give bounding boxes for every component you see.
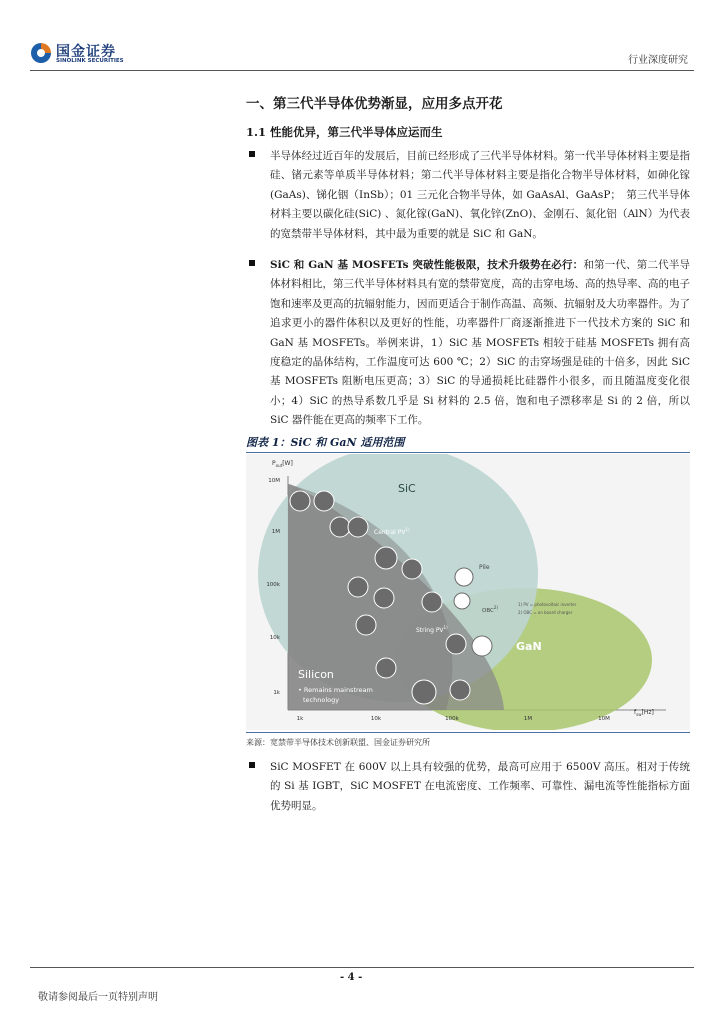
pile-label: Pile <box>479 564 490 571</box>
subsection-title: 1.1 性能优异，第三代半导体应运而生 <box>246 125 443 139</box>
silicon-label: Silicon <box>298 668 334 681</box>
silicon-note-1: • Remains mainstream <box>298 686 373 694</box>
obc-label: OBC$^{2)}$ <box>482 605 498 614</box>
power-grid-icon <box>314 491 334 511</box>
silicon-note-2: technology <box>303 696 340 704</box>
server-icon <box>446 634 466 654</box>
bullet-paragraph-1 <box>246 147 690 244</box>
footer-divider <box>30 967 694 968</box>
y-axis-title: $P_{out}[W]$ <box>272 460 293 468</box>
x-tick-label: 1k <box>296 716 304 722</box>
bullet-square-icon <box>249 260 255 266</box>
logo-text-en: SINOLINK SECURITIES <box>56 58 124 64</box>
y-tick-label: 1M <box>271 529 280 535</box>
obc-charger-icon <box>454 593 470 609</box>
figure-top-rule <box>246 452 690 453</box>
sic-label: SiC <box>398 482 416 495</box>
string-pv-label: String PV$^{1)}$ <box>416 625 448 634</box>
string-pv-icon <box>422 592 442 612</box>
x-tick-label: 10k <box>370 716 382 722</box>
footer-disclaimer: 敬请参阅最后一页特别声明 <box>38 992 158 1003</box>
bullet-text: SiC MOSFET 在 600V 以上具有较强的优势，最高可应用于 6500V 高压。相对于传统的 Si 基 IGBT，SiC MOSFET 在电流密度、工作频率、可靠性、漏电流等性能指标方面优势明显。 <box>270 761 690 812</box>
header-divider <box>30 70 694 71</box>
x-tick-label: 100k <box>445 716 459 722</box>
wind-turbine-icon <box>348 517 368 537</box>
pile-charger-icon <box>455 568 473 586</box>
sic-gan-application-chart <box>246 454 690 730</box>
y-tick-label: 1k <box>273 690 280 696</box>
figure-bottom-rule <box>246 732 690 733</box>
section-title: 一、第三代半导体优势渐显，应用多点开花 <box>246 96 503 112</box>
bullet-text <box>270 256 690 431</box>
fan-icon <box>412 680 436 704</box>
appliance-icon <box>376 658 396 678</box>
report-category: 行业深度研究 <box>628 55 688 66</box>
logo <box>30 42 140 68</box>
logo-mark-icon <box>30 42 52 64</box>
x-tick-label: 1M <box>523 716 533 722</box>
y-tick-label: 100k <box>266 582 280 588</box>
x-axis-title: $f_{sw}[Hz]$ <box>634 709 654 717</box>
footnote-obc: 2) OBC = on board charger <box>518 610 573 615</box>
bullet-paragraph-3 <box>246 758 690 816</box>
motor-drive-icon <box>348 577 368 597</box>
logo-text-cn: 国金证券 <box>56 44 116 60</box>
rack-icon <box>472 636 492 656</box>
footnote-pv: 1) PV = photovoltaic inverter <box>518 602 577 607</box>
robot-arm-icon <box>356 615 376 635</box>
bullet-square-icon <box>249 151 255 157</box>
y-tick-label: 10k <box>269 635 280 641</box>
x-tick-label: 10M <box>598 716 610 722</box>
figure-title: 图表 1：SiC 和 GaN 适用范围 <box>246 436 405 449</box>
bullet-body: 和第一代、第二代半导体材料相比，第三代半导体材料具有宽的禁带宽度，高的击穿电场、高的热导率、高的电子饱和速率及更高的抗辐射能力，因而更适合于制作高温、高频、抗辐射及大功率器件。为了追求更小的器件体积以及更好的性能，功率器件厂商逐渐推进下一代技术方案的 SiC 和 GaN 基 MOSFETs。举例来讲，1）SiC 基 MOSFETs 相较于硅基 MOSFETs 拥有高度稳定的晶体结构，工作温度可达 600 ℃；2）SiC 的击穿场强是硅的十倍多，因此 SiC 基 MOSFETs 阻断电压更高；3）SiC 的导通损耗比硅器件小很多，而且随温度变化很小；4）SiC 的热导系数几乎是 Si 材料的 2.5 倍，饱和电子漂移率是 Si 的 2 倍，所以 SiC 器件能在更高的频率下工作。 <box>270 259 691 427</box>
central-pv-label: Central PV$^{1)}$ <box>374 527 410 536</box>
central-pv-icon <box>375 547 397 569</box>
bullet-paragraph-2 <box>246 256 690 431</box>
high-speed-train-icon <box>330 517 350 537</box>
gan-label: GaN <box>516 640 542 653</box>
train-icon <box>290 491 310 511</box>
bullet-lead: SiC 和 GaN 基 MOSFETs 突破性能极限，技术升级势在必行： <box>270 259 584 271</box>
truck-icon <box>374 588 394 608</box>
figure-source: 来源：宽禁带半导体技术创新联盟、国金证券研究所 <box>246 738 430 747</box>
bullet-text: 半导体经过近百年的发展后，目前已经形成了三代半导体材料。第一代半导体材料主要是指硅、锗元素等单质半导体材料；第二代半导体材料主要是指化合物半导体材料，如砷化镓(GaAs)、锑化铟（InSb）；01 三元化合物半导体，如 GaAsAl、GaAsP； 第三代半导体材料主要以碳化硅(SiC) 、氮化镓(GaN)、氧化锌(ZnO)、金刚石、氮化铝（AlN）为代表的宽禁带半导体材料，其中最为重要的就是 SiC 和 GaN。 <box>270 150 690 240</box>
car-icon <box>402 559 422 579</box>
power-supply-icon <box>450 680 470 700</box>
page-number: - 4 - <box>340 972 363 983</box>
bullet-square-icon <box>249 762 255 768</box>
y-tick-label: 10M <box>268 478 280 484</box>
